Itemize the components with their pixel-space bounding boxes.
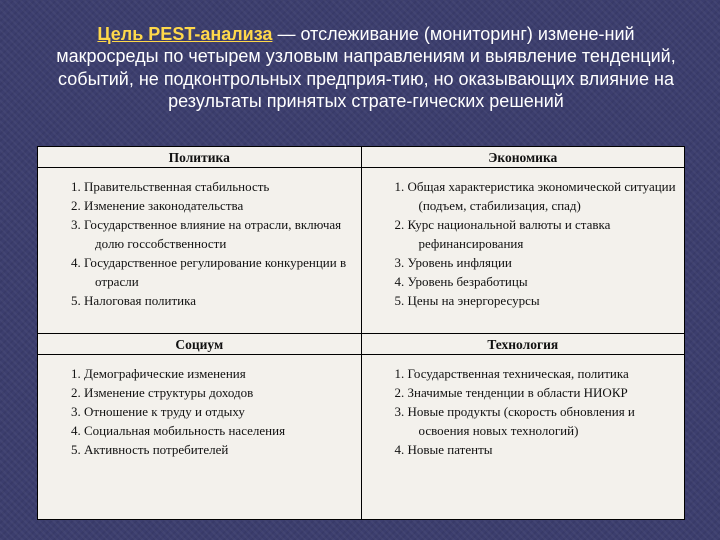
intro-highlight: Цель PEST-анализа <box>97 24 273 44</box>
list-item: 2. Курс национальной валюты и ставка рефинансирования <box>394 217 611 251</box>
list-item: 3. Отношение к труду и отдыху <box>71 404 245 419</box>
list-item: 1. Демографические изменения <box>71 366 246 381</box>
list-item: 5. Налоговая политика <box>71 293 196 308</box>
header-technology: Технология <box>361 334 685 355</box>
pest-table <box>37 146 685 520</box>
list-item: 2. Изменение структуры доходов <box>71 385 254 400</box>
header-society: Социум <box>38 334 362 355</box>
intro-text: — отслеживание (мониторинг) измене-ний макросреды по четырем узловым направлениям и выявление тенденций, событий, не подконтрольных предприя-тию, но оказывающих влияние на результаты принятых страте-гических решений <box>56 24 676 112</box>
economics-cell <box>361 168 685 334</box>
society-cell <box>38 355 362 520</box>
list-item: 2. Значимые тенденции в области НИОКР <box>394 385 628 400</box>
header-economics: Экономика <box>361 147 685 168</box>
list-item: 5. Активность потребителей <box>71 442 229 457</box>
list-item: 1. Государственная техническая, политика <box>394 366 629 381</box>
table-row <box>38 355 685 520</box>
list-item: 4. Новые патенты <box>394 442 493 457</box>
intro-paragraph <box>56 23 676 113</box>
list-item: 4. Государственное регулирование конкуренции в отрасли <box>71 255 347 289</box>
politics-cell <box>38 168 362 334</box>
table-header-row <box>38 147 685 168</box>
technology-cell <box>361 355 685 520</box>
header-politics: Политика <box>38 147 362 168</box>
list-item: 3. Новые продукты (скорость обновления и освоения новых технологий) <box>394 404 635 438</box>
list-item: 5. Цены на энергоресурсы <box>394 293 540 308</box>
list-item: 2. Изменение законодательства <box>71 198 244 213</box>
list-item: 4. Уровень безработицы <box>394 274 528 289</box>
list-item: 3. Уровень инфляции <box>394 255 512 270</box>
list-item: 1. Общая характеристика экономической ситуации (подъем, стабилизация, спад) <box>394 179 676 213</box>
list-item: 1. Правительственная стабильность <box>71 179 270 194</box>
table-header-row <box>38 334 685 355</box>
list-item: 4. Социальная мобильность населения <box>71 423 286 438</box>
list-item: 3. Государственное влияние на отрасли, включая долю госсобственности <box>71 217 342 251</box>
table-row <box>38 168 685 334</box>
